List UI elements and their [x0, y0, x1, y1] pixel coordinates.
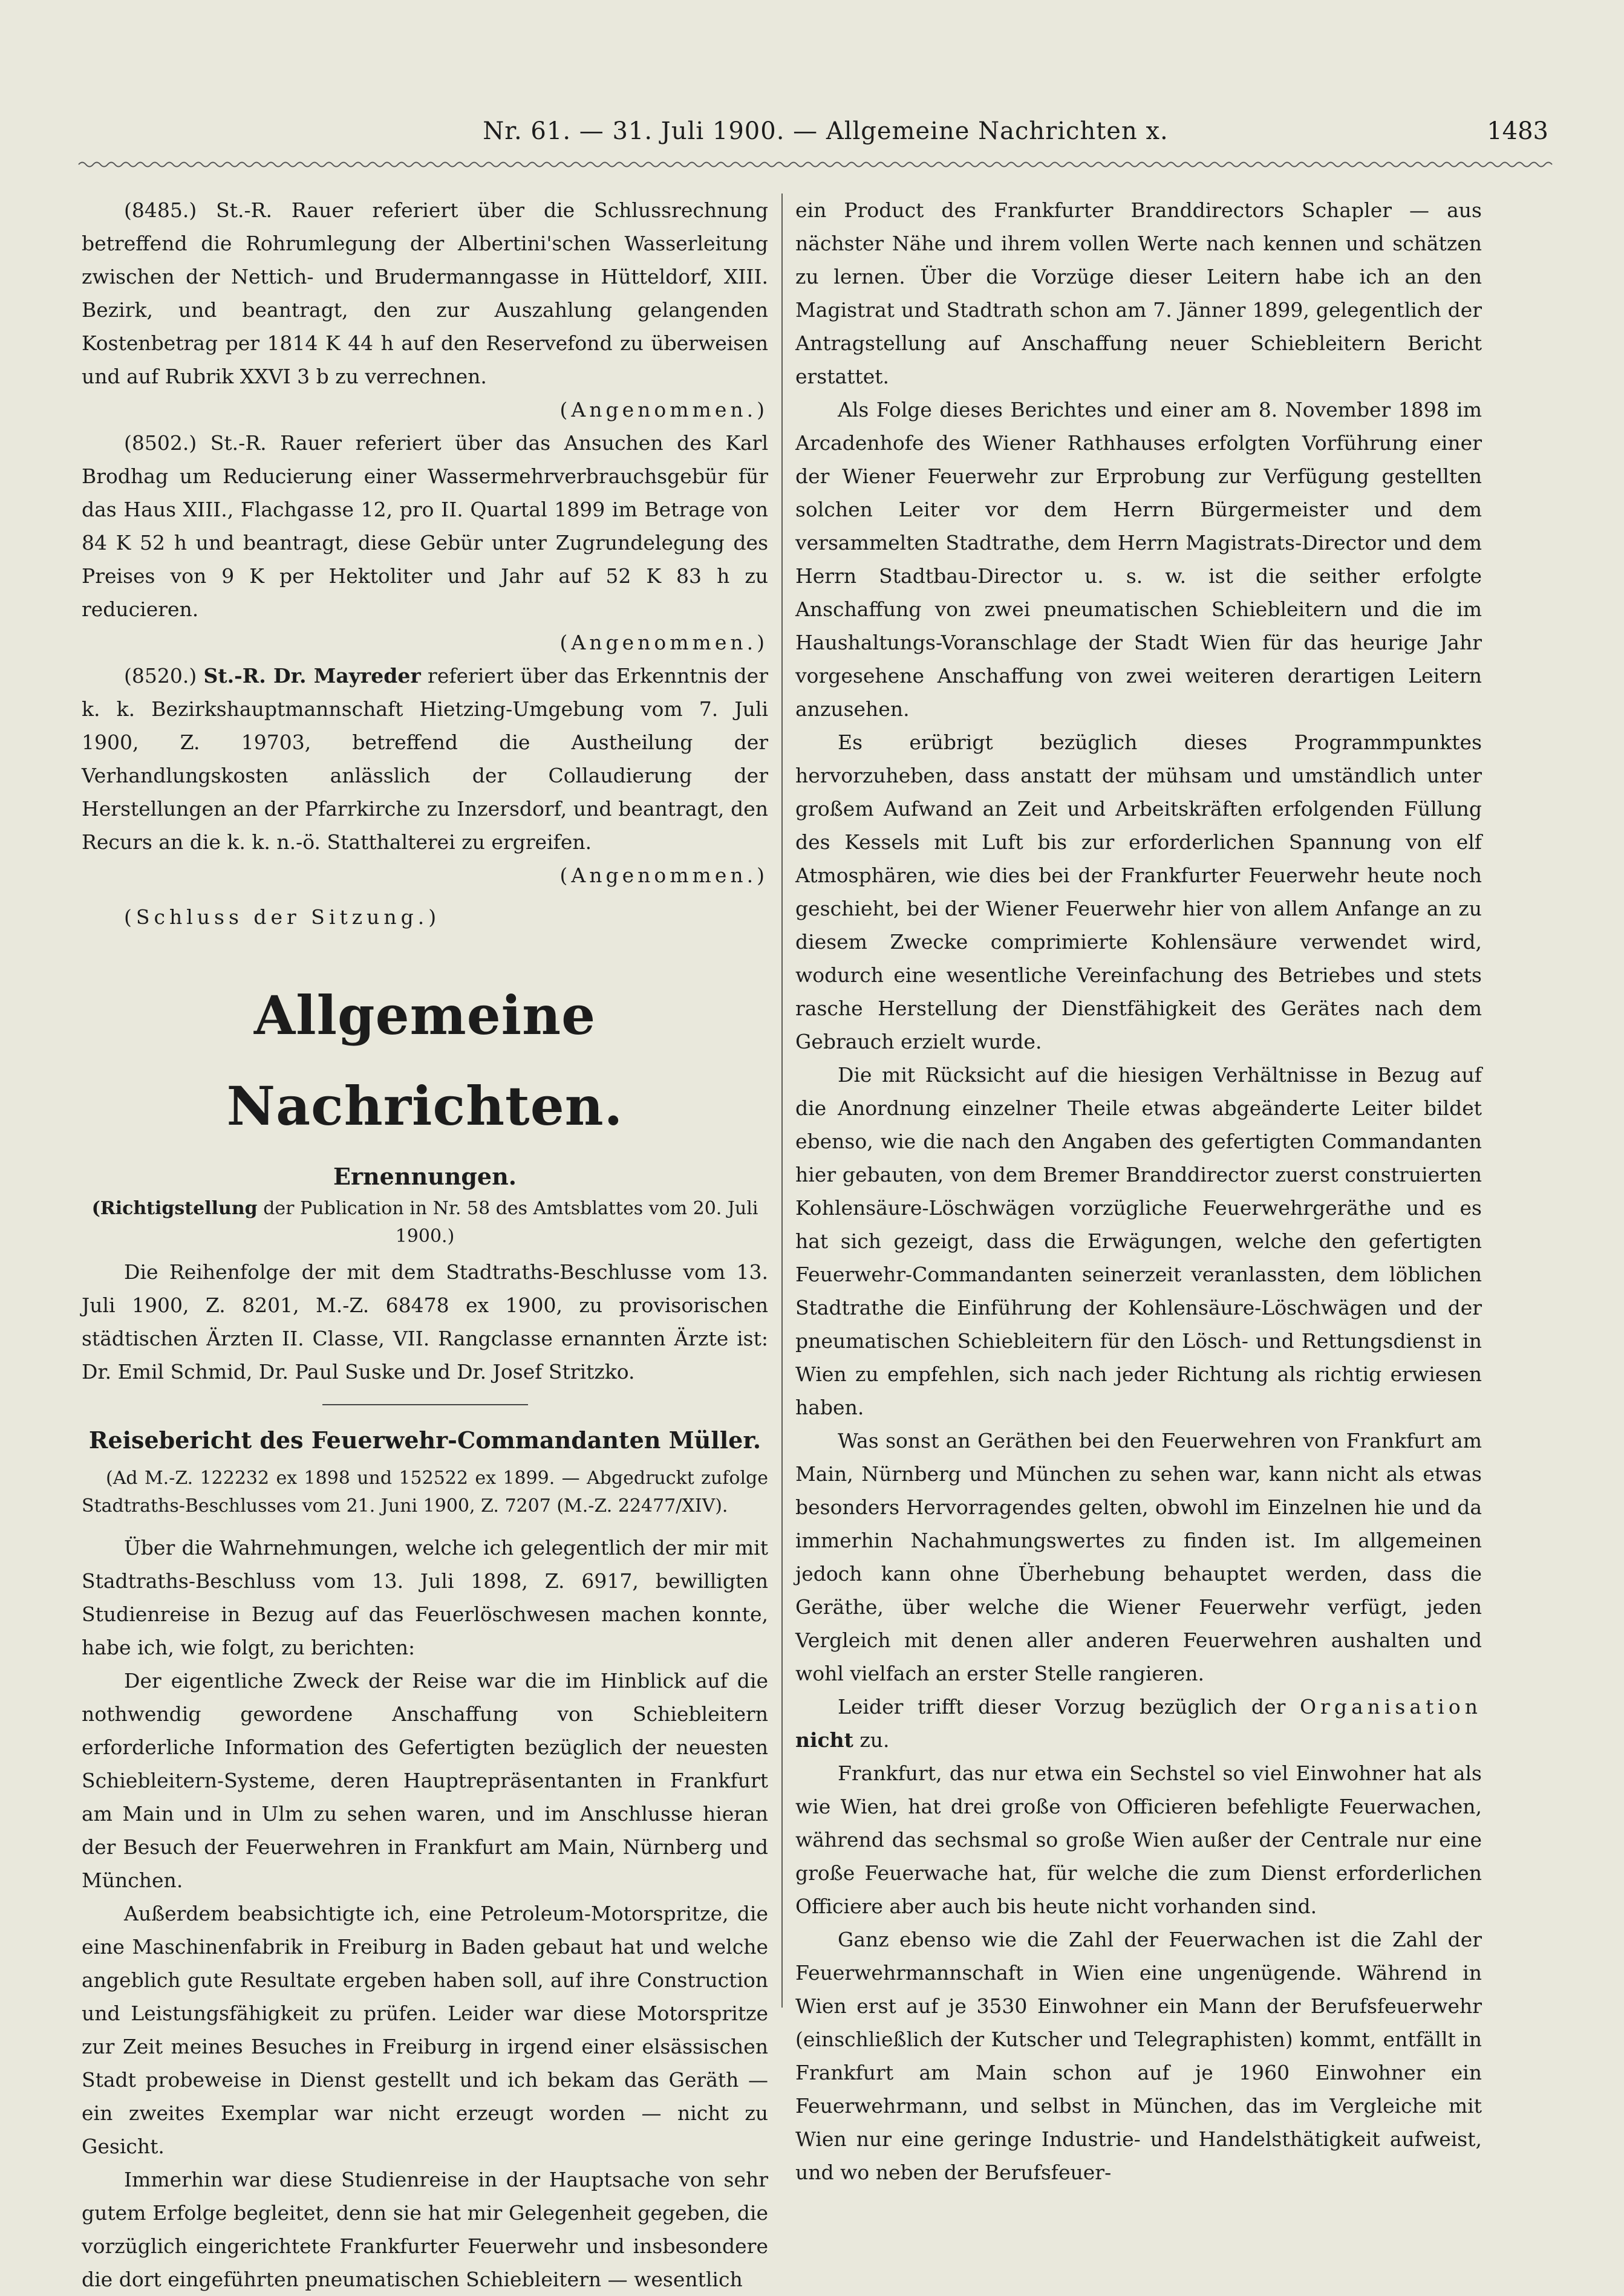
- correction-bold: (Richtigstellung: [91, 1198, 258, 1219]
- appointments-text: Die Reihenfolge der mit dem Stadtraths-Beschlusse vom 13. Juli 1900, Z. 8201, M.-Z. 68478 ex 1900, zu provisorischen städtischen Ärzten II. Classe, VII. Rangclasse ernannten Ärzte ist: Dr. Emil Schmid, Dr. Paul Suske und Dr. Josef Stritzko.: [82, 1260, 768, 1384]
- right-column: [795, 194, 1482, 2184]
- report-paragraph-3: Außerdem beabsichtigte ich, eine Petroleum-Motorspritze, die eine Maschinenfabrik in Freiburg in Baden gebaut hat und welche angeblich gute Resultate ergeben haben soll, auf ihre Construction und Leistungsfähigkeit zu prüfen. Leider war diese Motorspritze zur Zeit meines Besuches in Freiburg in irgend einer elsässischen Stadt probeweise in Dienst gestellt und ich bekam das Geräth — ein zweites Exemplar war nicht erzeugt worden — nicht zu Gesicht.: [82, 1902, 768, 2158]
- report-paragraph-7: Es erübrigt bezüglich dieses Programmpunktes hervorzuheben, dass anstatt der mühsam und umständlich unter großem Aufwand an Zeit und Arbeitskräften erfolgenden Füllung des Kessels mit Luft bis zur erforderlichen Spannung von elf Atmosphären, wie dies bei der Frankfurter Feuerwehr heute noch geschieht, bei der Wiener Feuerwehr hier von allem Anfange an zu diesem Zwecke comprimierte Kohlensäure verwendet wird, wodurch eine wesentliche Vereinfachung des Betriebes und stets rasche Herstellung der Dienstfähigkeit des Gerätes nach dem Gebrauch erzielt wurde.: [795, 730, 1482, 1053]
- header-wave-rule: [79, 160, 1554, 169]
- report-paragraph-4: Immerhin war diese Studienreise in der Hauptsache von sehr gutem Erfolge begleitet, denn sie hat mir Gelegenheit gegeben, die vorzüglich eingerichtete Frankfurter Feuerwehr und insbesondere die dort eingeführten pneumatischen Schiebleitern — wesentlich: [82, 2168, 768, 2291]
- report-paragraph-2: Der eigentliche Zweck der Reise war die im Hinblick auf die nothwendig gewordene Anschaffung von Schiebleitern erforderliche Information des Gefertigten bezüglich der neuesten Schiebleitern-Systeme, deren Hauptrepräsentanten in Frankfurt am Main und in Ulm zu sehen waren, und im Anschlusse hieran der Besuch der Feuerwehren in Frankfurt am Main, Nürnberg und München.: [82, 1669, 768, 1892]
- section-title: Allgemeine Nachrichten.: [226, 984, 624, 1137]
- session-end: (Schluss der Sitzung.): [124, 905, 441, 929]
- item-8502-status: (Angenommen.): [559, 631, 768, 654]
- correction-text: der Publication in Nr. 58 des Amtsblattes vom 20. Juli 1900.): [263, 1198, 758, 1247]
- page-header: [79, 109, 1573, 157]
- item-8485-status: (Angenommen.): [559, 398, 768, 421]
- minute-item-8485: (8485.) St.-R. Rauer referiert über die Schlussrechnung betreffend die Rohrumlegung der Albertini'schen Wasserleitung zwischen der Nettich- und Brudermanngasse in Hütteldorf, XIII. Bezirk, und beantragt, den zur Auszahlung gelangenden Kostenbetrag per 1814 K 44 h auf den Reservefond zu überweisen und auf Rubrik XXVI 3 b zu verrechnen.: [82, 198, 768, 388]
- item-8520-label: (8520.): [124, 664, 197, 688]
- minute-item-8520: [82, 659, 768, 859]
- report-paragraph-1: Über die Wahrnehmungen, welche ich gelegentlich der mir mit Stadtraths-Beschluss vom 13. Juli 1898, Z. 6917, bewilligten Studienreise in Bezug auf das Feuerlöschwesen machen konnte, habe ich, wie folgt, zu berichten:: [82, 1536, 768, 1659]
- report-paragraph-10: [795, 1690, 1482, 1757]
- minute-item-8502: (8502.) St.-R. Rauer referiert über das Ansuchen des Karl Brodhag um Reducierung einer Wassermehrverbrauchsgebür für das Haus XIII., Flachgasse 12, pro II. Quartal 1899 im Betrage von 84 K 52 h und beantragt, diese Gebür unter Zugrundelegung des Preises von 9 K per Hektoliter und Jahr auf 52 K 83 h zu reducieren.: [82, 431, 768, 621]
- report-reference: (Ad M.-Z. 122232 ex 1898 und 152522 ex 1899. — Abgedruckt zufolge Stadtraths-Beschlusses vom 21. Juni 1900, Z. 7207 (M.-Z. 22477/XIV).: [82, 1468, 768, 1517]
- appointments-title: Ernennungen.: [333, 1163, 517, 1190]
- item-8520-text: referiert über das Erkenntnis der k. k. Bezirkshauptmannschaft Hietzing-Umgebung vom 7. Juli 1900, Z. 19703, betreffend die Austheilung der Verhandlungskosten anlässlich der Collaudierung der Herstellungen an der Pfarrkirche zu Inzersdorf, und beantragt, den Recurs an die k. k. n.-ö. Statthalterei zu ergreifen.: [82, 664, 768, 854]
- p10-spaced: Organisation: [1300, 1695, 1482, 1719]
- section-rule: [322, 1404, 528, 1405]
- report-paragraph-8: Die mit Rücksicht auf die hiesigen Verhältnisse in Bezug auf die Anordnung einzelner Theile etwas abgeänderte Leiter bildet ebenso, wie die nach den Angaben des gefertigten Commandanten hier gebauten, von dem Bremer Branddirector zuerst construierten Kohlensäure-Löschwägen vorzügliche Feuerwehrgeräthe und es hat sich gezeigt, dass die Erwägungen, welche den gefertigten Feuerwehr-Commandanten seinerzeit veranlassten, dem löblichen Stadtrathe die Einführung der Kohlensäure-Löschwägen und der pneumatischen Schiebleitern für den Lösch- und Rettungsdienst in Wien zu empfehlen, sich nach jeder Richtung als richtig erwiesen haben.: [795, 1063, 1482, 1419]
- report-paragraph-6: Als Folge dieses Berichtes und einer am 8. November 1898 im Arcadenhofe des Wiener Rathhauses erfolgten Vorführung einer der Wiener Feuerwehr zur Erprobung zur Verfügung gestellten solchen Leiter vor dem Herrn Bürgermeister und dem versammelten Stadtrathe, dem Herrn Magistrats-Director und dem Herrn Stadtbau-Director u. s. w. ist die seither erfolgte Anschaffung von zwei pneumatischen Schiebleitern und die im Haushaltungs-Voranschlage der Stadt Wien für das heurige Jahr vorgesehene Anschaffung von zwei weiteren derartigen Leitern anzusehen.: [795, 398, 1482, 721]
- report-paragraph-11: Frankfurt, das nur etwa ein Sechstel so viel Einwohner hat als wie Wien, hat drei große von Officieren befehligte Feuerwachen, während das sechsmal so große Wien außer der Centrale nur eine große Feuerwache hat, für welche die zum Dienst erforderlichen Officiere aber auch bis heute nicht vorhanden sind.: [795, 1761, 1482, 1918]
- p10-bold: nicht: [795, 1728, 853, 1752]
- item-8520-speaker: St.-R. Dr. Mayreder: [203, 664, 421, 688]
- page-number: 1483: [1487, 117, 1548, 145]
- correction-note: [82, 1195, 768, 1250]
- running-title: Nr. 61. — 31. Juli 1900. — Allgemeine Nachrichten x.: [483, 117, 1169, 145]
- report-paragraph-12: Ganz ebenso wie die Zahl der Feuerwachen ist die Zahl der Feuerwehrmannschaft in Wien eine ungenügende. Während in Wien erst auf je 3530 Einwohner ein Mann der Berufsfeuerwehr (einschließlich der Kutscher und Telegraphisten) kommt, entfällt in Frankfurt am Main schon auf je 1960 Einwohner ein Feuerwehrmann, und selbst in München, das im Vergleiche mit Wien nur eine geringe Industrie- und Handelsthätigkeit aufweist, und wo neben der Berufsfeuer-: [795, 1928, 1482, 2184]
- report-paragraph-9: Was sonst an Geräthen bei den Feuerwehren von Frankfurt am Main, Nürnberg und München zu sehen war, kann nicht als etwas besonders Hervorragendes gelten, obwohl im Einzelnen hie und da immerhin Nachahmungswertes zu finden ist. Im allgemeinen jedoch kann ohne Überhebung behauptet werden, dass die Geräthe, über welche die Wiener Feuerwehr verfügt, jeden Vergleich mit denen aller anderen Feuerwehren aushalten und wohl vielfach an erster Stelle rangieren.: [795, 1429, 1482, 1685]
- p10-start: Leider trifft dieser Vorzug bezüglich der: [838, 1695, 1286, 1719]
- column-divider: [781, 194, 783, 2008]
- left-column: [82, 194, 768, 2291]
- p10-end: zu.: [859, 1728, 890, 1752]
- report-title: Reisebericht des Feuerwehr-Commandanten Müller.: [88, 1426, 761, 1454]
- report-paragraph-5: ein Product des Frankfurter Branddirectors Schapler — aus nächster Nähe und ihrem vollen Werte nach kennen und schätzen zu lernen. Über die Vorzüge dieser Leitern habe ich an den Magistrat und Stadtrath schon am 7. Jänner 1899, gelegentlich der Antragstellung auf Anschaffung neuer Schiebleitern Bericht erstattet.: [795, 198, 1482, 388]
- item-8520-status: (Angenommen.): [559, 863, 768, 887]
